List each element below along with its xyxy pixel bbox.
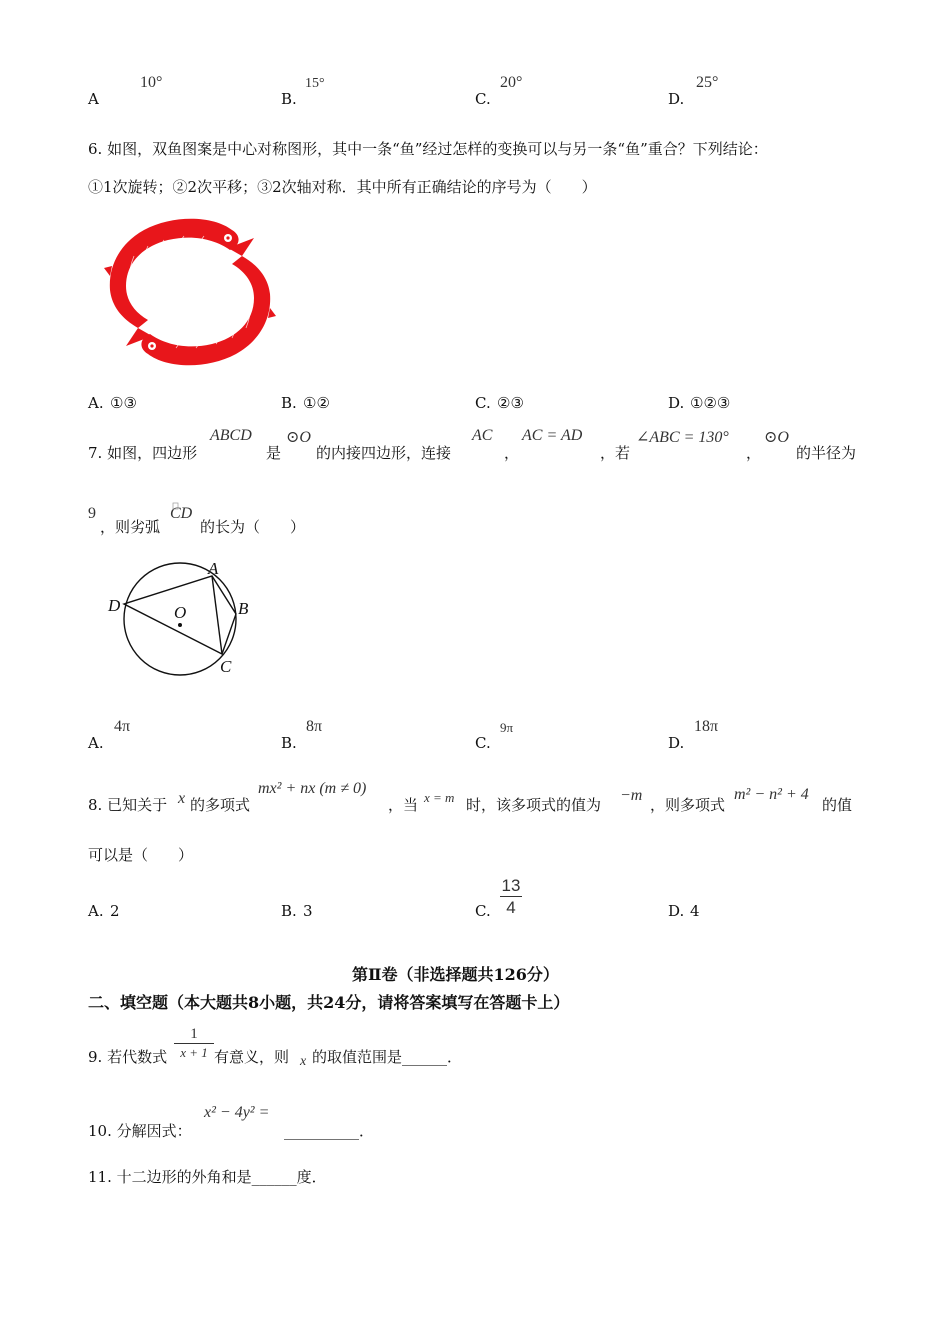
q8-text-2: 的多项式 [190,796,251,814]
q7-math-angle: ∠ABC = 130° [636,429,729,446]
q7-option-b-value: 8π [306,718,323,735]
q10-math-expression: x² − 4y² = [204,1104,270,1121]
q7-option-a-value: 4π [114,718,131,735]
label-b: B [238,599,249,618]
q8-option-a-label: A. [88,902,104,920]
label-d: D [108,596,121,615]
q5-option-d-label: D. [668,90,685,108]
q5-option-b-value: 15° [305,76,325,91]
q8-text-1: 8. 已知关于 [88,796,168,814]
arc-symbol-icon [172,502,180,510]
q5-option-b-label: B. [281,90,297,108]
q8-text-5: ，则多项式 [650,796,726,814]
q8-text-6: 的值 [822,796,853,814]
q8-text-3: ，当 [388,796,419,814]
q5-option-a-value: 10° [140,74,163,91]
q5-option-a-label: A [88,90,99,108]
q9-fraction-numerator: 1 [190,1026,198,1042]
q7-option-c-value: 9π [500,720,514,735]
q8-math-polynomial: mx² + nx (m ≠ 0) [258,780,367,797]
q6-line-2: ①1次旋转；②2次平移；③2次轴对称．其中所有正确结论的序号为（ ） [88,178,597,196]
q8-option-b-label: B. [281,902,297,920]
q7-math-ac-ad: AC = AD [522,427,583,444]
q7-text-7: 的半径为 [796,444,857,462]
q7-math-ac: AC [472,427,493,444]
label-o: O [174,603,187,622]
q8-line-2: 可以是（ ） [88,846,194,864]
q10-text-2: __________． [284,1122,375,1140]
double-fish-figure [104,216,276,368]
q7-math-circle-o-2: ⊙O [764,429,789,446]
q9-text-3: 的取值范围是______． [312,1048,463,1066]
q8-option-d-value: 4 [690,902,700,920]
q6-option-a-label: A. [88,394,104,412]
q7-text-3: 的内接四边形，连接 [316,444,452,462]
q7-math-arc-cd: CD [170,505,193,522]
q8-option-c-denominator: 4 [506,898,516,917]
q10-text-1: 10. 分解因式： [88,1122,192,1140]
q5-option-c-label: C. [475,90,491,108]
q7-text-8: ，则劣弧 [100,518,161,536]
q7-option-c-label: C. [475,734,491,752]
q6-line-1: 6. 如图，双鱼图案是中心对称图形，其中一条“鱼”经过怎样的变换可以与另一条“鱼”重合？下列结论： [88,140,768,158]
q7-text-2: 是 [266,444,282,462]
q7-math-radius: 9 [88,505,96,522]
q7-option-a-label: A. [88,734,104,752]
q6-option-d-value: ①②③ [690,394,731,412]
q8-text-4: 时，该多项式的值为 [466,796,602,814]
section-title: 第Ⅱ卷（非选择题共126分） [352,965,559,984]
q9-text-1: 9. 若代数式 [88,1048,168,1066]
q9-text-2: 有意义，则 [214,1048,290,1066]
q11-text: 11. 十二边形的外角和是______度． [88,1168,327,1186]
q6-option-c-label: C. [475,394,491,412]
q8-option-c-numerator: 13 [501,876,521,895]
q7-option-d-value: 18π [694,718,719,735]
q7-math-abcd: ABCD [210,427,252,444]
q6-option-c-value: ②③ [497,394,524,412]
q6-option-b-value: ①② [303,394,330,412]
q6-option-b-label: B. [281,394,297,412]
q6-option-d-label: D. [668,394,685,412]
inscribed-quadrilateral-figure [104,556,254,682]
q7-text-4: ， [504,444,520,462]
label-a: A [208,559,219,578]
q7-text-9: 的长为（ ） [200,518,306,536]
q9-fraction [174,1026,214,1061]
q7-text-1: 7. 如图，四边形 [88,444,198,462]
q8-option-d-label: D. [668,902,685,920]
q6-option-a-value: ①③ [110,394,137,412]
label-c: C [220,657,232,676]
q8-option-c-label: C. [475,902,491,920]
q8-option-a-value: 2 [110,902,120,920]
q8-math-neg-m: −m [620,787,643,804]
q7-option-d-label: D. [668,734,685,752]
q7-text-6: ， [746,444,762,462]
q7-math-circle-o: ⊙O [286,429,311,446]
section-heading: 二、填空题（本大题共8小题，共24分，请将答案填写在答题卡上） [88,993,570,1012]
q8-math-expression: m² − n² + 4 [734,786,809,803]
q8-option-b-value: 3 [303,902,313,920]
q8-option-c-fraction [500,876,522,917]
q9-fraction-denominator: x + 1 [180,1045,208,1060]
q8-math-x: x [178,790,186,807]
q9-math-x: x [300,1054,307,1069]
q5-option-c-value: 20° [500,74,523,91]
q5-option-d-value: 25° [696,74,719,91]
q7-option-b-label: B. [281,734,297,752]
q8-math-x-eq-m: x = m [424,790,455,805]
q7-text-5: ，若 [600,444,631,462]
